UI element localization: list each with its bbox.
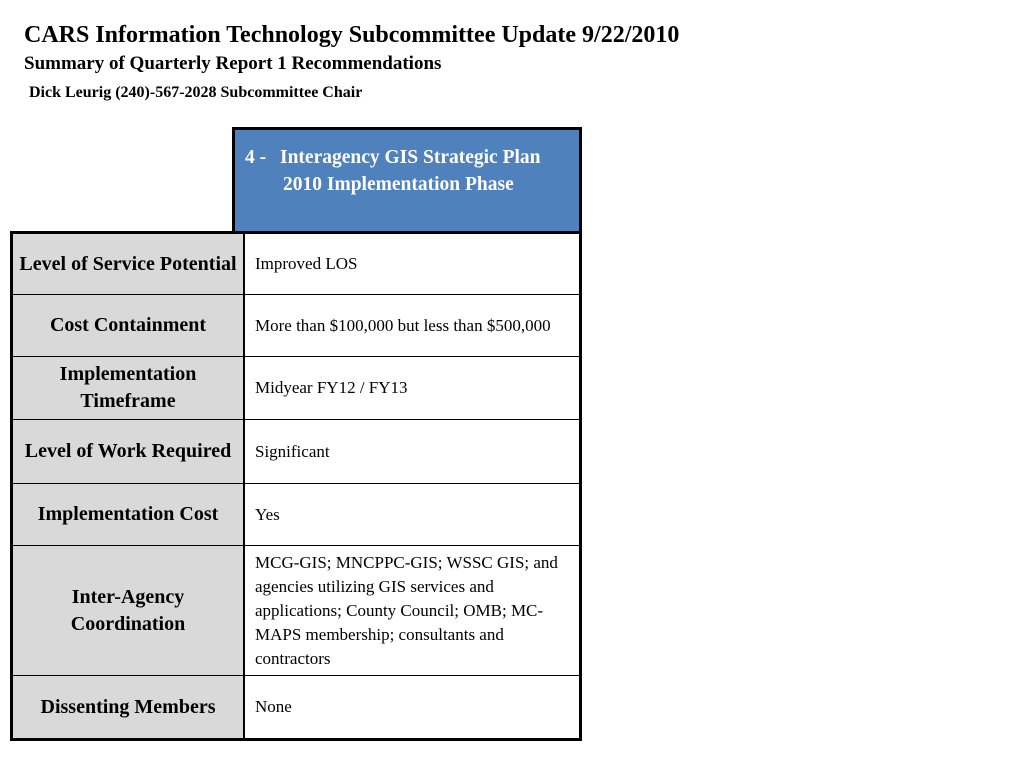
row-label: Level of Service Potential — [12, 233, 245, 295]
recommendation-number: 4 - — [245, 147, 267, 168]
row-value: MCG-GIS; MNCPPC-GIS; WSSC GIS; and agencies utilizing GIS services and applications; County Council; OMB; MC-MAPS membership; consultants and contractors — [244, 546, 581, 676]
recommendation-header — [232, 127, 582, 231]
row-label: Inter-Agency Coordination — [12, 546, 245, 676]
row-value: Yes — [244, 484, 581, 546]
subcommittee-chair: Dick Leurig (240)-567-2028 Subcommittee Chair — [29, 84, 363, 101]
table-row — [12, 676, 581, 740]
row-label: Dissenting Members — [12, 676, 245, 740]
table-row — [12, 233, 581, 295]
row-value: More than $100,000 but less than $500,000 — [244, 295, 581, 357]
row-label: Level of Work Required — [12, 420, 245, 484]
row-value: None — [244, 676, 581, 740]
page-subtitle: Summary of Quarterly Report 1 Recommendations — [24, 53, 442, 74]
row-value: Improved LOS — [244, 233, 581, 295]
page-title: CARS Information Technology Subcommittee Update 9/22/2010 — [24, 22, 680, 48]
row-label: Implementation Timeframe — [12, 357, 245, 420]
recommendation-table — [10, 231, 582, 741]
table-row — [12, 357, 581, 420]
row-label: Cost Containment — [12, 295, 245, 357]
table-row — [12, 295, 581, 357]
recommendation-title: Interagency GIS Strategic Plan 2010 Implementation Phase — [280, 147, 541, 195]
row-label: Implementation Cost — [12, 484, 245, 546]
row-value: Significant — [244, 420, 581, 484]
table-row — [12, 484, 581, 546]
row-value: Midyear FY12 / FY13 — [244, 357, 581, 420]
table-row — [12, 420, 581, 484]
table-row — [12, 546, 581, 676]
